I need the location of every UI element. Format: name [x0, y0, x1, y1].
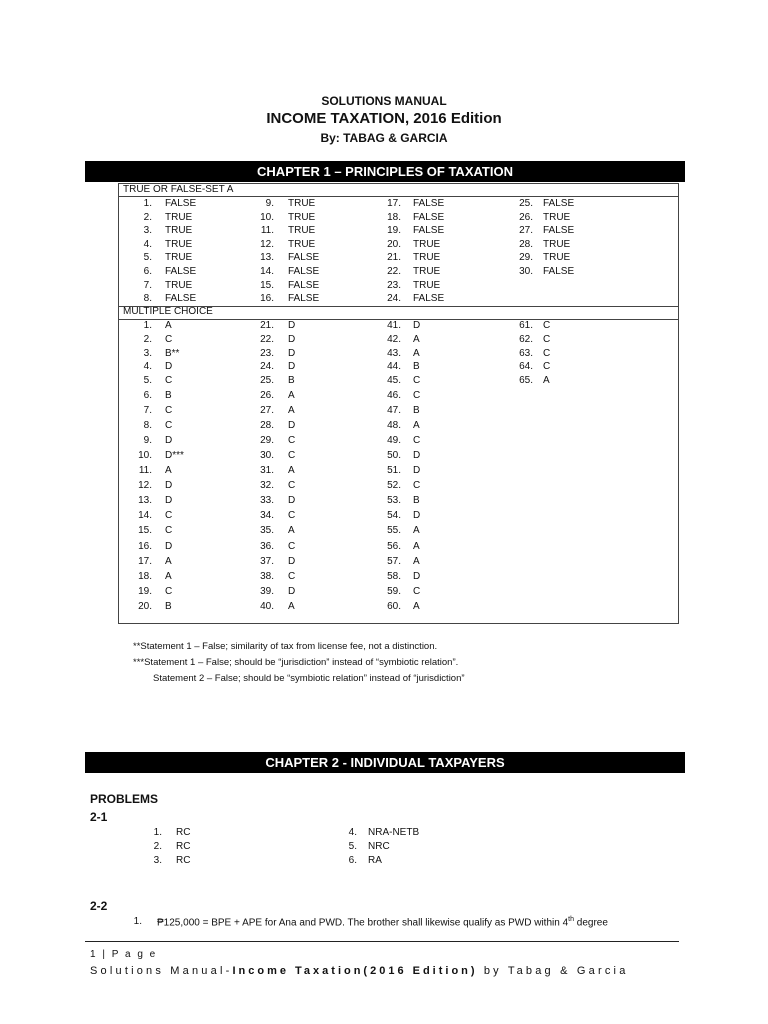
tf-item-answer: FALSE — [413, 198, 445, 209]
mc-item-answer: A — [413, 555, 420, 567]
tf-item-answer: TRUE — [288, 238, 316, 250]
mc-item-number: 3. — [143, 347, 152, 359]
tf-item-answer: FALSE — [413, 225, 445, 237]
footer-citation: Solutions Manual-Income Taxation(2016 Edition) by Tabag & Garcia — [90, 965, 629, 977]
tf-label-divider — [118, 196, 679, 197]
mc-item-answer: C — [165, 510, 173, 522]
mc-item-number: 1. — [143, 320, 152, 331]
mc-item-answer: C — [288, 570, 296, 582]
mc-item-number: 23. — [260, 347, 274, 359]
mc-item-answer: B — [165, 390, 172, 401]
chapter2-heading: CHAPTER 2 - INDIVIDUAL TAXPAYERS — [85, 752, 685, 773]
mc-item-answer: C — [543, 347, 551, 359]
tf-item-number: 25. — [519, 198, 533, 209]
mc-item-number: 45. — [387, 375, 401, 387]
tf-item-number: 21. — [387, 252, 401, 264]
mc-item-answer: D — [413, 450, 421, 462]
tf-item-number: 7. — [143, 279, 152, 291]
mc-item-number: 21. — [260, 320, 274, 331]
mc-item-number: 31. — [260, 465, 274, 477]
mc-item-answer: C — [165, 585, 173, 597]
mc-item-answer: C — [288, 435, 296, 447]
tf-item-answer: FALSE — [288, 252, 320, 264]
mc-item-answer: C — [165, 333, 173, 345]
mc-item-number: 43. — [387, 347, 401, 359]
mc-item-answer: D*** — [165, 450, 184, 462]
mc-item-number: 41. — [387, 320, 401, 331]
mc-item-answer: A — [413, 420, 420, 432]
mc-item-answer: D — [288, 420, 296, 432]
mc-item-number: 58. — [387, 570, 401, 582]
mc-item-answer: D — [165, 361, 173, 373]
tf-item-answer: TRUE — [413, 238, 441, 250]
tf-item-number: 19. — [387, 225, 401, 237]
mc-item-answer: B — [413, 405, 420, 417]
tf-item-number: 11. — [260, 225, 274, 237]
tf-item-number: 22. — [387, 266, 401, 277]
tf-item-answer: FALSE — [165, 293, 197, 305]
mc-item-number: 13. — [138, 495, 152, 507]
mc-item-answer: B — [413, 361, 420, 373]
mc-item-answer: D — [288, 585, 296, 597]
tf-item-answer: TRUE — [288, 211, 316, 223]
mc-item-answer: A — [413, 600, 420, 612]
problem-2-1-answer: NRA-NETB — [368, 827, 420, 838]
tf-item-number: 8. — [143, 293, 152, 305]
tf-item-number: 13. — [260, 252, 274, 264]
problem-2-1-number: 3. — [153, 855, 162, 866]
mc-item-number: 27. — [260, 405, 274, 417]
tf-item-number: 18. — [387, 211, 401, 223]
mc-item-number: 37. — [260, 555, 274, 567]
tf-item-answer: TRUE — [288, 225, 316, 237]
mc-item-answer: D — [288, 555, 296, 567]
mc-item-number: 59. — [387, 585, 401, 597]
mc-item-number: 17. — [138, 555, 152, 567]
tf-item-number: 2. — [143, 211, 152, 223]
mc-item-number: 19. — [138, 585, 152, 597]
mc-item-answer: C — [288, 450, 296, 462]
mc-item-number: 62. — [519, 333, 533, 345]
mc-item-number: 64. — [519, 361, 533, 373]
mc-item-answer: C — [288, 510, 296, 522]
tf-item-answer: TRUE — [288, 198, 316, 209]
tf-item-answer: TRUE — [165, 211, 193, 223]
mc-item-answer: C — [543, 361, 551, 373]
mc-item-answer: B — [165, 600, 172, 612]
mc-item-number: 34. — [260, 510, 274, 522]
mc-item-number: 52. — [387, 480, 401, 492]
tf-item-number: 23. — [387, 279, 401, 291]
tf-item-answer: TRUE — [543, 238, 571, 250]
tf-item-number: 16. — [260, 293, 274, 305]
tf-item-answer: TRUE — [165, 225, 193, 237]
mc-item-answer: D — [413, 465, 421, 477]
mc-item-number: 48. — [387, 420, 401, 432]
problems-heading: PROBLEMS — [90, 792, 159, 806]
tf-item-answer: FALSE — [413, 211, 445, 223]
mc-item-answer: D — [288, 347, 296, 359]
tf-item-number: 20. — [387, 238, 401, 250]
mc-item-number: 22. — [260, 333, 274, 345]
tf-item-answer: FALSE — [288, 293, 320, 305]
problem-2-1-number: 6. — [348, 855, 357, 866]
mc-item-answer: A — [288, 405, 295, 417]
mc-item-answer: C — [543, 333, 551, 345]
mc-item-number: 63. — [519, 347, 533, 359]
mc-item-answer: A — [288, 390, 295, 401]
mc-item-number: 2. — [143, 333, 152, 345]
mc-item-number: 11. — [138, 465, 152, 477]
problem-2-1-label: 2-1 — [90, 810, 108, 824]
mc-item-answer: D — [165, 480, 173, 492]
tf-item-answer: FALSE — [288, 266, 320, 277]
doc-title-line2: INCOME TAXATION, 2016 Edition — [266, 110, 502, 127]
mc-item-number: 5. — [143, 375, 152, 387]
mc-item-number: 50. — [387, 450, 401, 462]
tf-item-number: 30. — [519, 266, 533, 277]
mc-item-answer: A — [165, 570, 172, 582]
mc-item-number: 25. — [260, 375, 274, 387]
mc-item-answer: D — [413, 320, 421, 331]
mc-item-answer: A — [288, 525, 295, 537]
tf-item-answer: FALSE — [543, 225, 575, 237]
tf-item-answer: TRUE — [543, 211, 571, 223]
mc-item-number: 47. — [387, 405, 401, 417]
footnote-2: ***Statement 1 – False; should be “jurisdiction” instead of “symbiotic relation”. — [133, 657, 459, 668]
tf-item-answer: FALSE — [413, 293, 445, 305]
mc-item-answer: C — [413, 435, 421, 447]
tf-item-answer: TRUE — [165, 252, 193, 264]
mc-item-number: 30. — [260, 450, 274, 462]
tf-item-answer: FALSE — [288, 279, 320, 291]
mc-item-number: 44. — [387, 361, 401, 373]
mc-item-answer: D — [288, 333, 296, 345]
tf-item-answer: TRUE — [165, 238, 193, 250]
problem-2-1-number: 2. — [153, 841, 162, 852]
tf-section-label: TRUE OR FALSE-SET A — [123, 184, 234, 195]
mc-item-number: 46. — [387, 390, 401, 401]
mc-item-number: 8. — [143, 420, 152, 432]
tf-item-answer: TRUE — [413, 279, 441, 291]
tf-item-answer: TRUE — [165, 279, 193, 291]
mc-item-number: 33. — [260, 495, 274, 507]
tf-item-number: 24. — [387, 293, 401, 305]
mc-item-number: 28. — [260, 420, 274, 432]
chapter1-heading: CHAPTER 1 – PRINCIPLES OF TAXATION — [85, 161, 685, 182]
problem-2-1-answer: RC — [176, 855, 191, 866]
mc-item-answer: C — [543, 320, 551, 331]
mc-item-answer: A — [413, 347, 420, 359]
mc-item-answer: C — [288, 540, 296, 552]
mc-item-answer: D — [288, 495, 296, 507]
mc-item-answer: C — [165, 525, 173, 537]
mc-item-number: 54. — [387, 510, 401, 522]
tf-item-answer: TRUE — [543, 252, 571, 264]
doc-title-line1: SOLUTIONS MANUAL — [321, 94, 447, 108]
mc-item-number: 39. — [260, 585, 274, 597]
mc-section-label: MULTIPLE CHOICE — [123, 306, 213, 317]
mc-item-answer: B** — [165, 347, 180, 359]
mc-item-answer: A — [165, 555, 172, 567]
tf-item-number: 29. — [519, 252, 533, 264]
mc-item-answer: D — [413, 510, 421, 522]
mc-item-number: 26. — [260, 390, 274, 401]
mc-item-answer: A — [165, 320, 172, 331]
mc-item-answer: A — [413, 540, 420, 552]
mc-item-answer: A — [413, 525, 420, 537]
mc-item-answer: D — [165, 435, 173, 447]
mc-item-answer: C — [413, 375, 421, 387]
mc-item-number: 55. — [387, 525, 401, 537]
mc-item-number: 60. — [387, 600, 401, 612]
mc-item-answer: B — [288, 375, 295, 387]
mc-item-number: 51. — [387, 465, 401, 477]
mc-item-number: 61. — [519, 320, 533, 331]
tf-item-number: 6. — [143, 266, 152, 277]
page-number: 1 | P a g e — [90, 949, 158, 960]
mc-item-answer: A — [288, 465, 295, 477]
tf-item-number: 1. — [143, 198, 152, 209]
mc-item-number: 12. — [138, 480, 152, 492]
tf-item-answer: FALSE — [165, 266, 197, 277]
mc-item-number: 16. — [138, 540, 152, 552]
footnote-1: **Statement 1 – False; similarity of tax from license fee, not a distinction. — [133, 641, 438, 652]
tf-item-answer: TRUE — [413, 266, 441, 277]
problem-2-1-number: 4. — [348, 827, 357, 838]
problem-2-1-answer: RC — [176, 827, 191, 838]
mc-item-answer: B — [413, 495, 420, 507]
mc-item-number: 4. — [143, 361, 152, 373]
problem-2-1-number: 1. — [153, 827, 162, 838]
tf-item-number: 26. — [519, 211, 533, 223]
tf-item-number: 15. — [260, 279, 274, 291]
doc-authors: By: TABAG & GARCIA — [320, 131, 448, 145]
mc-item-number: 65. — [519, 375, 533, 387]
mc-item-number: 18. — [138, 570, 152, 582]
mc-item-answer: C — [413, 585, 421, 597]
mc-item-number: 42. — [387, 333, 401, 345]
tf-item-number: 12. — [260, 238, 274, 250]
mc-item-answer: C — [165, 375, 173, 387]
mc-item-answer: A — [288, 600, 295, 612]
problem-2-1-number: 5. — [348, 841, 357, 852]
problem-2-2-label: 2-2 — [90, 899, 108, 913]
problem-2-2-number: 1. — [133, 916, 142, 927]
tf-item-answer: TRUE — [413, 252, 441, 264]
tf-item-answer: FALSE — [543, 266, 575, 277]
mc-item-answer: D — [288, 361, 296, 373]
tf-item-number: 17. — [387, 198, 401, 209]
problem-2-2-text: ₱125,000 = BPE + APE for Ana and PWD. The brother shall likewise qualify as PWD within 4th degree — [157, 916, 608, 929]
mc-item-number: 36. — [260, 540, 274, 552]
mc-item-number: 32. — [260, 480, 274, 492]
mc-item-number: 14. — [138, 510, 152, 522]
tf-item-number: 5. — [143, 252, 152, 264]
mc-item-number: 49. — [387, 435, 401, 447]
mc-item-answer: D — [413, 570, 421, 582]
tf-item-number: 4. — [143, 238, 152, 250]
mc-item-number: 29. — [260, 435, 274, 447]
tf-item-number: 3. — [143, 225, 152, 237]
mc-item-number: 40. — [260, 600, 274, 612]
mc-item-answer: D — [288, 320, 296, 331]
mc-item-number: 38. — [260, 570, 274, 582]
tf-item-answer: FALSE — [165, 198, 197, 209]
mc-item-number: 35. — [260, 525, 274, 537]
mc-item-number: 10. — [138, 450, 152, 462]
mc-item-answer: C — [165, 405, 173, 417]
mc-item-number: 56. — [387, 540, 401, 552]
tf-item-answer: FALSE — [543, 198, 575, 209]
problem-2-1-answer: RA — [368, 855, 382, 866]
mc-item-answer: A — [543, 375, 550, 387]
mc-item-answer: C — [288, 480, 296, 492]
tf-item-number: 27. — [519, 225, 533, 237]
mc-item-answer: D — [165, 495, 173, 507]
mc-item-number: 20. — [138, 600, 152, 612]
mc-item-number: 53. — [387, 495, 401, 507]
mc-item-number: 24. — [260, 361, 274, 373]
tf-item-number: 28. — [519, 238, 533, 250]
mc-item-answer: A — [413, 333, 420, 345]
problem-2-1-answer: RC — [176, 841, 191, 852]
mc-item-number: 57. — [387, 555, 401, 567]
mc-item-number: 6. — [143, 390, 152, 401]
mc-item-answer: C — [165, 420, 173, 432]
tf-item-number: 10. — [260, 211, 274, 223]
mc-item-answer: A — [165, 465, 172, 477]
tf-item-number: 9. — [265, 198, 274, 209]
mc-item-number: 15. — [138, 525, 152, 537]
footer-divider — [85, 941, 679, 942]
mc-item-number: 9. — [143, 435, 152, 447]
mc-item-answer: D — [165, 540, 173, 552]
mc-item-number: 7. — [143, 405, 152, 417]
tf-item-number: 14. — [260, 266, 274, 277]
problem-2-1-answer: NRC — [368, 841, 390, 852]
mc-item-answer: C — [413, 390, 421, 401]
footnote-3: Statement 2 – False; should be “symbiotic relation” instead of “jurisdiction” — [153, 673, 465, 684]
mc-item-answer: C — [413, 480, 421, 492]
